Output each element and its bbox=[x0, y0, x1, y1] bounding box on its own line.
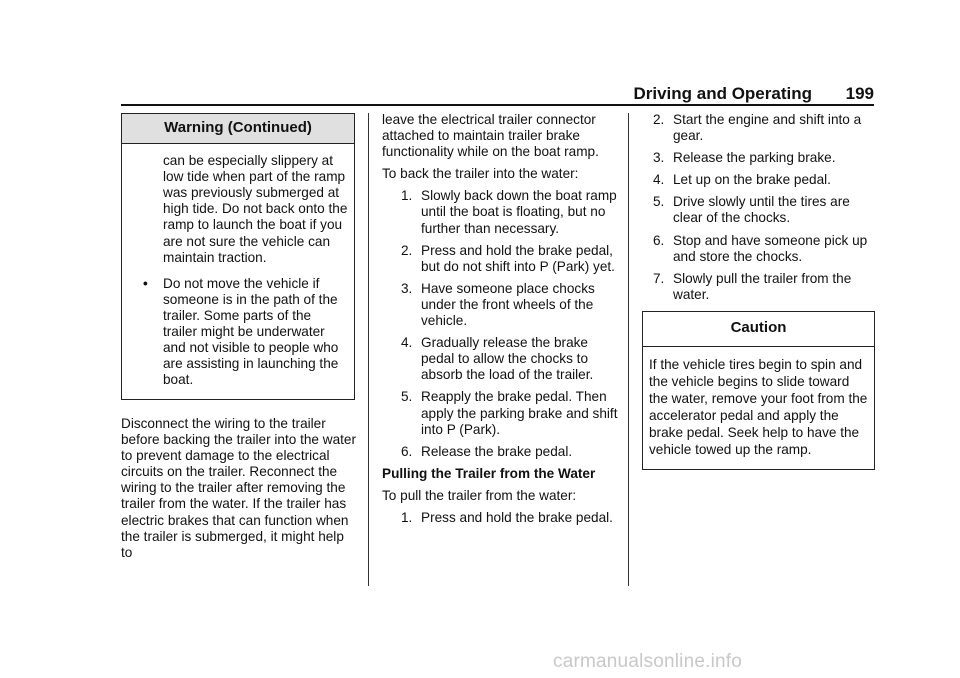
step-text: Slowly pull the trailer from the water. bbox=[673, 270, 852, 302]
step-text: Release the brake pedal. bbox=[421, 443, 573, 459]
step-text: Release the parking brake. bbox=[673, 150, 836, 166]
warning-box bbox=[121, 113, 355, 400]
step-number: 2. bbox=[653, 112, 665, 127]
step-text: Gradually release the brake pedal to allow the chocks to absorb the load of the trailer. bbox=[421, 335, 594, 383]
step-number: 6. bbox=[401, 443, 413, 459]
pull-heading: Pulling the Trailer from the Water bbox=[382, 465, 596, 481]
step-number: 3. bbox=[653, 150, 665, 166]
page-header bbox=[121, 82, 874, 106]
step-text: Reapply the brake pedal. Then apply the parking brake and shift into P (Park). bbox=[421, 389, 618, 437]
page-number: 199 bbox=[845, 84, 874, 103]
list-item bbox=[382, 281, 620, 329]
step-number: 4. bbox=[653, 172, 665, 188]
list-item bbox=[382, 243, 620, 275]
list-item bbox=[382, 335, 620, 383]
caution-title: Caution bbox=[643, 312, 874, 347]
list-item bbox=[382, 188, 620, 236]
list-item bbox=[653, 112, 875, 144]
step-number: 5. bbox=[401, 389, 413, 405]
step-text: Start the engine and shift into a gear. bbox=[673, 112, 862, 144]
list-item bbox=[653, 172, 875, 188]
step-number: 2. bbox=[401, 242, 413, 258]
step-text: Let up on the brake pedal. bbox=[673, 172, 831, 188]
step-text: Have someone place chocks under the front wheels of the vehicle. bbox=[421, 280, 595, 329]
col2-continuation: leave the electrical trailer connector attached to maintain trailer brake functionality while on the boat ramp. bbox=[382, 112, 599, 160]
step-text: Slowly back down the boat ramp until the boat is floating, but no further than necessary. bbox=[421, 188, 617, 236]
step-number: 1. bbox=[401, 509, 413, 525]
list-item bbox=[382, 444, 620, 460]
column-divider-2 bbox=[628, 113, 629, 586]
watermark: carmanualsonline.info bbox=[553, 651, 743, 672]
list-item bbox=[382, 389, 620, 437]
step-text: Drive slowly until the tires are clear of the chocks. bbox=[673, 194, 850, 226]
warning-title: Warning (Continued) bbox=[122, 114, 354, 144]
step-number: 5. bbox=[653, 194, 665, 210]
warning-bullet-text: Do not move the vehicle if someone is in the path of the trailer. Some parts of the trailer might be underwater and not visible to people who are assisting in launching the boat. bbox=[163, 275, 339, 388]
step-text: Press and hold the brake pedal, but do not shift into P (Park) yet. bbox=[421, 242, 615, 274]
column-2 bbox=[382, 112, 620, 532]
step-text: Press and hold the brake pedal. bbox=[421, 509, 613, 525]
step-text: Stop and have someone pick up and store the chocks. bbox=[673, 232, 868, 264]
caution-text: If the vehicle tires begin to spin and the vehicle begins to slide toward the water, remove your foot from the accelerator pedal and apply the brake pedal. Seek help to have the vehicle towed up the ramp. bbox=[649, 357, 868, 458]
list-item bbox=[653, 233, 875, 265]
step-number: 6. bbox=[653, 232, 665, 248]
section-title: Driving and Operating bbox=[633, 84, 812, 103]
caution-box bbox=[642, 311, 875, 470]
pull-intro: To pull the trailer from the water: bbox=[382, 487, 577, 503]
list-item bbox=[653, 150, 875, 166]
column-divider-1 bbox=[368, 113, 369, 586]
pull-steps-list bbox=[653, 112, 875, 309]
col1-paragraph: Disconnect the wiring to the trailer before backing the trailer into the water to prevent damage to the electrical circuits on the trailer. Reconnect the wiring to the trailer after removing the trailer from the water. If the trailer has electric brakes that can function when the trailer is submerged, it might help to bbox=[121, 416, 357, 560]
step-number: 7. bbox=[653, 270, 665, 286]
back-steps-list bbox=[382, 188, 620, 459]
list-item bbox=[653, 194, 875, 226]
bullet-icon: • bbox=[143, 275, 148, 291]
warning-bullet bbox=[122, 276, 354, 389]
warning-continued-text: can be especially slippery at low tide when part of the ramp was previously submerged at high tide. Do not back onto the ramp to launch the boat if you are not sure the vehicle can maintain traction. bbox=[163, 153, 348, 265]
list-item bbox=[653, 271, 875, 303]
step-number: 3. bbox=[401, 280, 413, 296]
back-intro: To back the trailer into the water: bbox=[382, 166, 579, 182]
step-number: 4. bbox=[401, 335, 413, 351]
list-item bbox=[382, 510, 620, 526]
step-number: 1. bbox=[401, 188, 413, 204]
